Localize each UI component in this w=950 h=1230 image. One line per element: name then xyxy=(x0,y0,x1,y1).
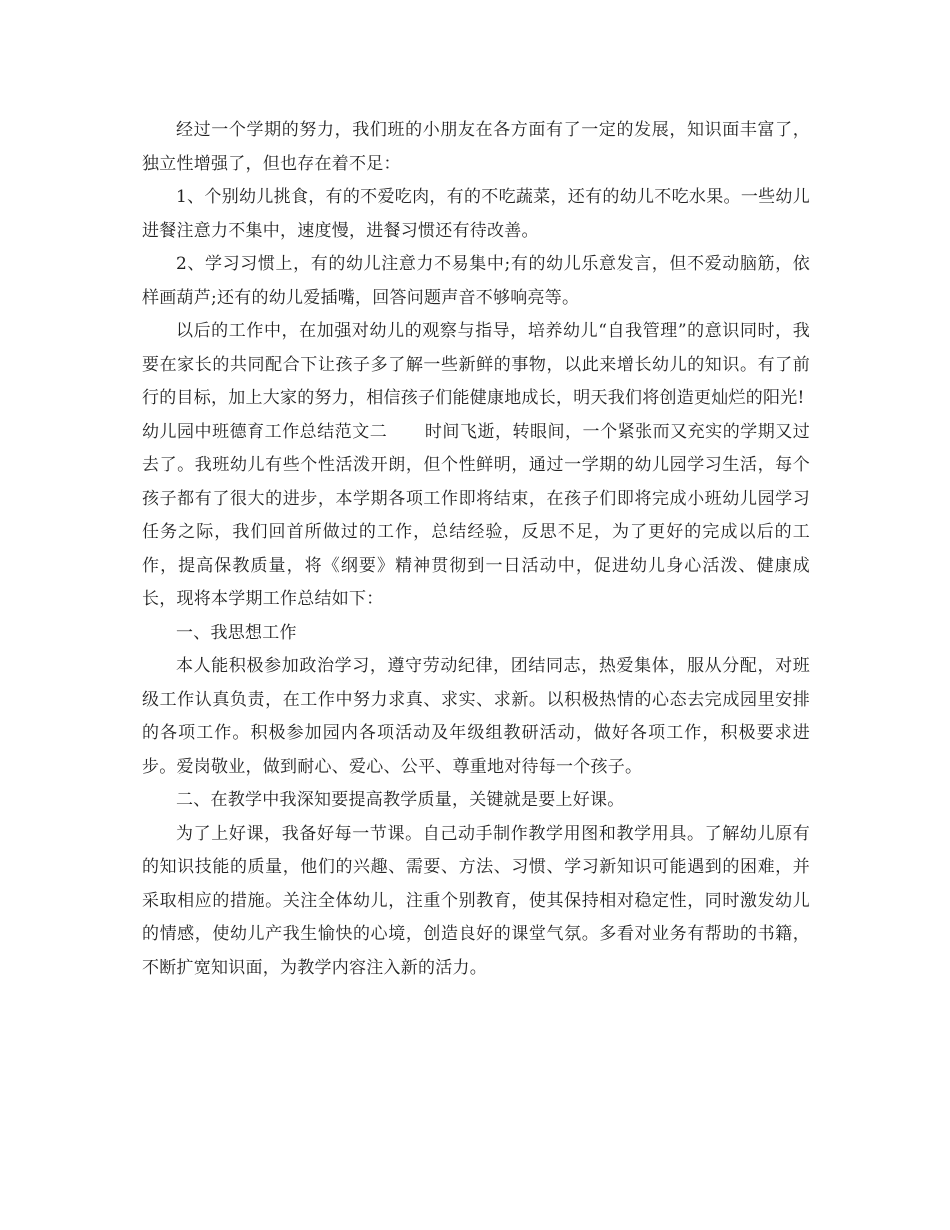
heading-teaching: 二、在教学中我深知要提高教学质量，关键就是要上好课。 xyxy=(176,790,625,810)
section-2-block xyxy=(142,416,810,617)
paragraph-summary-intro: 经过一个学期的努力，我们班的小朋友在各方面有了一定的发展，知识面丰富了，独立性增强了，但也存在着不足： xyxy=(142,120,810,174)
paragraph-point-2: 2、学习习惯上，有的幼儿注意力不易集中;有的幼儿乐意发言，但不爱动脑筋，依样画葫芦;还有的幼儿爱插嘴，回答问题声音不够响亮等。 xyxy=(142,254,810,308)
paragraph-point-1: 1、个别幼儿挑食，有的不爱吃肉，有的不吃蔬菜，还有的幼儿不吃水果。一些幼儿进餐注意力不集中，速度慢，进餐习惯还有待改善。 xyxy=(142,187,810,241)
section-2-title: 幼儿园中班德育工作总结范文二 xyxy=(142,421,388,442)
paragraph-ideology-work: 本人能积极参加政治学习，遵守劳动纪律，团结同志，热爱集体，服从分配，对班级工作认真负责，在工作中努力求真、求实、求新。以积极热情的心态去完成园里安排的各项工作。积极参加园内各项活动及年级组教研活动，做好各项工作，积极要求进步。爱岗敬业，做到耐心、爱心、公平、尊重地对待每一个孩子。 xyxy=(142,656,810,777)
paragraph-teaching: 为了上好课，我备好每一节课。自己动手制作教学用图和教学用具。了解幼儿原有的知识技能的质量，他们的兴趣、需要、方法、习惯、学习新知识可能遇到的困难，并采取相应的措施。关注全体幼儿，注重个别教育，使其保持相对稳定性，同时激发幼儿的情感，使幼儿产我生愉快的心境，创造良好的课堂气氛。多看对业务有帮助的书籍，不断扩宽知识面，为教学内容注入新的活力。 xyxy=(142,823,810,978)
heading-ideology-work: 一、我思想工作 xyxy=(176,622,297,643)
paragraph-future-work: 以后的工作中，在加强对幼儿的观察与指导，培养幼儿“自我管理”的意识同时，我要在家长的共同配合下让孩子多了解一些新鲜的事物，以此来增长幼儿的知识。有了前行的目标，加上大家的努力，相信孩子们能健康地成长，明天我们将创造更灿烂的阳光! xyxy=(142,321,810,408)
section-2-intro: 时间飞逝，转眼间，一个紧张而又充实的学期又过去了。我班幼儿有些个性活泼开朗，但个性鲜明，通过一学期的幼儿园学习生活，每个孩子都有了很大的进步，本学期各项工作即将结束，在孩子们即将完成小班幼儿园学习任务之际，我们回首所做过的工作，总结经验，反思不足，为了更好的完成以后的工作，提高保教质量，将《纲要》精神贯彻到一日活动中，促进幼儿身心活泼、健康成长，现将本学期工作总结如下： xyxy=(142,421,811,609)
document-page xyxy=(142,114,810,985)
